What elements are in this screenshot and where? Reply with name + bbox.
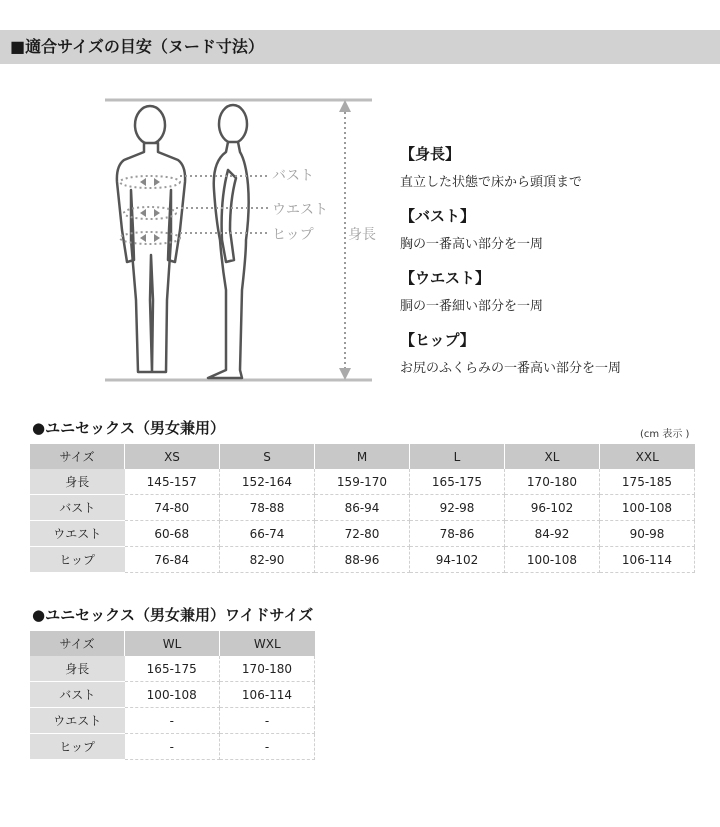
description-text: 胸の一番高い部分を一周 — [400, 237, 544, 252]
description-text: 胴の一番細い部分を一周 — [400, 299, 544, 314]
table-cell: 90-98 — [600, 521, 695, 547]
row-header: バスト — [30, 682, 125, 708]
page-title: ■適合サイズの目安（ヌード寸法） — [10, 37, 264, 56]
column-header: S — [220, 444, 315, 469]
front-body-silhouette — [117, 106, 185, 372]
table-cell: - — [220, 734, 315, 760]
table-cell: 175-185 — [600, 469, 695, 495]
bust-label: バスト — [272, 168, 314, 184]
table-cell: - — [125, 734, 220, 760]
description-text: お尻のふくらみの一番高い部分を一周 — [400, 361, 622, 376]
column-header: WXL — [220, 631, 315, 656]
table-cell: 78-88 — [220, 495, 315, 521]
unit-note: (cm 表示 ) — [640, 429, 690, 440]
waist-label: ウエスト — [272, 202, 328, 218]
column-header: XXL — [600, 444, 695, 469]
description-hip — [400, 329, 621, 376]
description-heading: 【身長】 — [400, 145, 461, 163]
table-cell: 159-170 — [315, 469, 410, 495]
row-header: ヒップ — [30, 547, 125, 573]
description-text: 直立した状態で床から頭頂まで — [400, 175, 583, 190]
table-cell: 152-164 — [220, 469, 315, 495]
height-arrow-up-icon — [339, 100, 351, 112]
table-cell: 170-180 — [220, 656, 315, 682]
table-cell: 165-175 — [410, 469, 505, 495]
height-label: 身長 — [348, 227, 376, 243]
table-row — [30, 734, 315, 760]
table-cell: 96-102 — [505, 495, 600, 521]
side-body-silhouette — [208, 105, 249, 378]
table-header-row — [30, 631, 315, 656]
hip-label: ヒップ — [272, 227, 314, 243]
body-figure-svg — [100, 90, 390, 390]
column-header: M — [315, 444, 410, 469]
table-cell: 92-98 — [410, 495, 505, 521]
table-row — [30, 521, 695, 547]
column-header: XL — [505, 444, 600, 469]
column-header: サイズ — [30, 444, 125, 469]
row-header: 身長 — [30, 656, 125, 682]
row-header: ウエスト — [30, 708, 125, 734]
table-header-row — [30, 444, 695, 469]
table-cell: 145-157 — [125, 469, 220, 495]
table-row — [30, 547, 695, 573]
table-cell: 82-90 — [220, 547, 315, 573]
description-waist — [400, 267, 543, 314]
table-cell: 66-74 — [220, 521, 315, 547]
unisex-section-title: ●ユニセックス（男女兼用） — [32, 419, 225, 437]
body-measurement-illustration — [100, 90, 390, 390]
table-cell: 60-68 — [125, 521, 220, 547]
description-heading: 【バスト】 — [400, 207, 476, 225]
table-cell: 72-80 — [315, 521, 410, 547]
table-cell: 100-108 — [600, 495, 695, 521]
table-row — [30, 469, 695, 495]
column-header: XS — [125, 444, 220, 469]
column-header: WL — [125, 631, 220, 656]
table-cell: 84-92 — [505, 521, 600, 547]
table-cell: - — [125, 708, 220, 734]
table-cell: 74-80 — [125, 495, 220, 521]
height-arrow-down-icon — [339, 368, 351, 380]
wide-section-title: ●ユニセックス（男女兼用）ワイドサイズ — [32, 606, 314, 624]
table-cell: 100-108 — [125, 682, 220, 708]
wide-size-table — [30, 631, 315, 760]
table-row — [30, 495, 695, 521]
description-height — [400, 143, 582, 190]
table-cell: 106-114 — [220, 682, 315, 708]
header-bar — [0, 30, 720, 64]
row-header: バスト — [30, 495, 125, 521]
table-row — [30, 708, 315, 734]
column-header: サイズ — [30, 631, 125, 656]
unisex-size-table — [30, 444, 695, 573]
table-cell: 88-96 — [315, 547, 410, 573]
table-cell: - — [220, 708, 315, 734]
table-cell: 78-86 — [410, 521, 505, 547]
row-header: ヒップ — [30, 734, 125, 760]
table-cell: 106-114 — [600, 547, 695, 573]
table-cell: 76-84 — [125, 547, 220, 573]
table-cell: 170-180 — [505, 469, 600, 495]
table-cell: 94-102 — [410, 547, 505, 573]
table-cell: 165-175 — [125, 656, 220, 682]
row-header: ウエスト — [30, 521, 125, 547]
description-heading: 【ヒップ】 — [400, 331, 475, 349]
column-header: L — [410, 444, 505, 469]
table-cell: 86-94 — [315, 495, 410, 521]
row-header: 身長 — [30, 469, 125, 495]
table-row — [30, 656, 315, 682]
description-bust — [400, 205, 543, 252]
table-row — [30, 682, 315, 708]
description-heading: 【ウエスト】 — [400, 269, 491, 287]
table-cell: 100-108 — [505, 547, 600, 573]
